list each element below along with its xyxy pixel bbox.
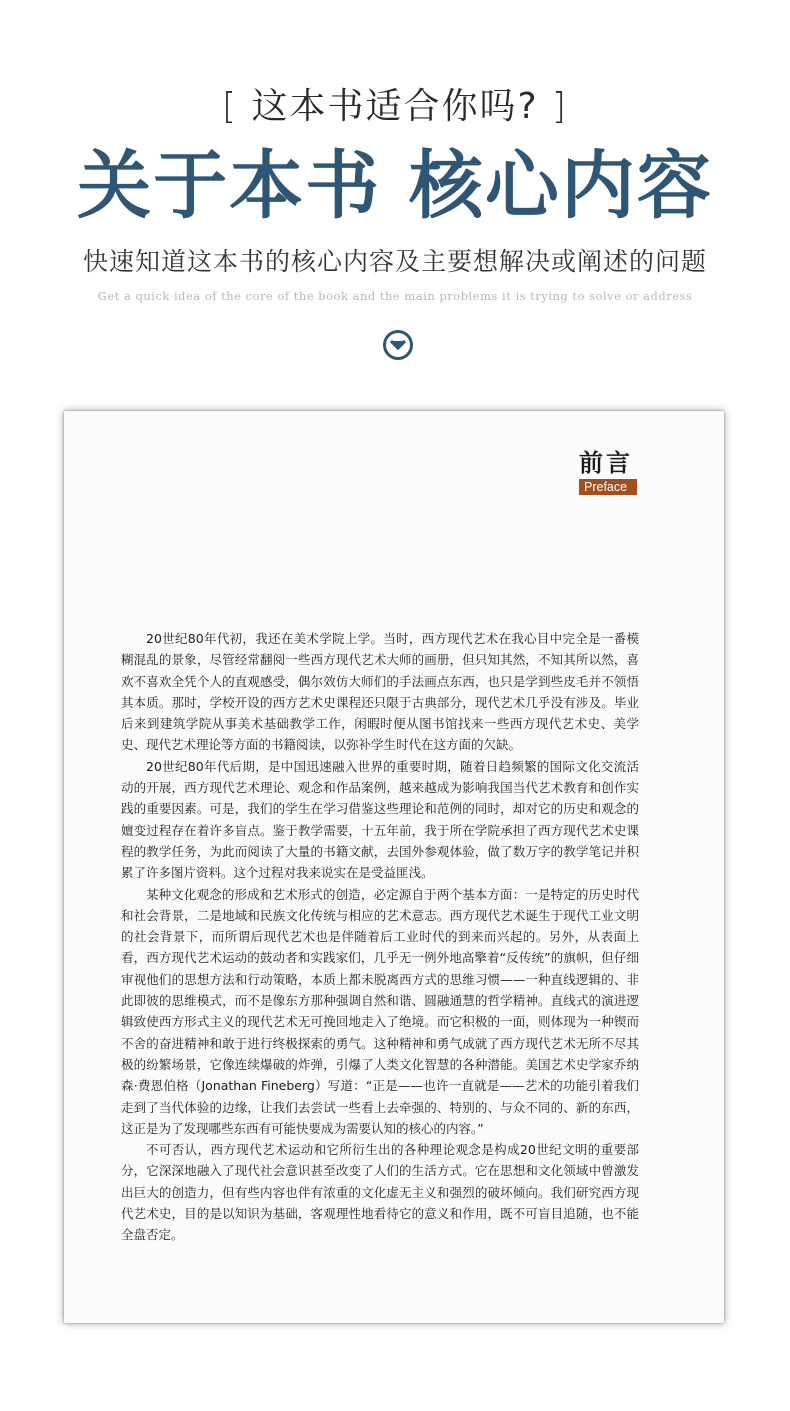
page-title: 关于本书 核心内容 (77, 143, 713, 229)
paragraph: 20世纪80年代后期，是中国迅速融入世界的重要时期，随着日趋频繁的国际文化交流活动的开展，西方现代艺术理论、观念和作品案例，越来越成为影响我国当代艺术教育和创作实践的重要因素。可是，我们的学生在学习借鉴这些理论和范例的同时，却对它的历史和观念的嬗变过程存在着许多盲点。鉴于教学需要，十五年前，我于所在学院承担了西方现代艺术史课程的教学任务，为此而阅读了大量的书籍文献，去国外参观体验，做了数万字的教学笔记并积累了许多图片资料。这个过程对我来说实在是受益匪浅。 (121, 758, 639, 881)
subtitle-chinese: 快速知道这本书的核心内容及主要想解决或阐述的问题 (82, 247, 707, 276)
book-page (64, 411, 724, 1323)
subtitle-english: Get a quick idea of the core of the book and the main problems it is trying to solve or address (97, 289, 693, 303)
preface-badge: Preface (579, 479, 637, 495)
question-text: 这本书适合你吗? (251, 86, 539, 127)
right-bracket: ] (552, 86, 569, 127)
header (0, 0, 790, 400)
chevron-down-icon (383, 330, 413, 360)
paragraph: 20世纪80年代初，我还在美术学院上学。当时，西方现代艺术在我心目中完全是一番模糊混乱的景象，尽管经常翻阅一些西方现代艺术大师的画册，但只知其然，不知其所以然，喜欢不喜欢全凭个人的直观感受，偶尔效仿大师们的手法画点东西，也只是学到些皮毛并不领悟其本质。那时，学校开设的西方艺术史课程还只限于古典部分，现代艺术几乎没有涉及。毕业后来到建筑学院从事美术基础教学工作，闲暇时便从图书馆找来一些西方现代艺术史、美学史、现代艺术理论等方面的书籍阅读，以弥补学生时代在这方面的欠缺。 (121, 631, 639, 753)
paragraph: 某种文化观念的形成和艺术形式的创造，必定源自于两个基本方面：一是特定的历史时代和社会背景，二是地域和民族文化传统与相应的艺术意志。西方现代艺术诞生于现代工业文明的社会背景下，而所谓后现代艺术也是伴随着后工业时代的到来而兴起的。另外，从表面上看，西方现代艺术运动的鼓动者和实践家们，几乎无一例外地高擎着“反传统”的旗帜，但仔细审视他们的思想方法和行动策略，本质上都未脱离西方式的思维习惯——一种直线逻辑的、非此即彼的思维模式，而不是像东方那种强调自然和谐、圆融通慧的哲学精神。直线式的演进逻辑致使西方形式主义的现代艺术无可挽回地走入了绝境。而它积极的一面，则体现为一种锲而不舍的奋进精神和敢于进行终极探索的勇气。这种精神和勇气成就了西方现代艺术无所不尽其极的纷繁场景，它像连续爆破的炸弹，引爆了人类文化智慧的各种潜能。美国艺术史学家乔纳森·费恩伯格（Jonathan Fineberg）写道：“正是——也许一直就是——艺术的功能引着我们走到了当代体验的边缘，让我们去尝试一些看上去牵强的、特别的、与众不同的、新的东西，这正是为了发现哪些东西有可能快要成为需要认知的核心的内容。” (121, 886, 639, 1136)
preface-title-cn: 前言 (579, 449, 633, 477)
question-line (0, 78, 790, 129)
left-bracket: [ (221, 86, 238, 127)
preface-heading (579, 449, 639, 495)
preface-body (121, 628, 639, 1246)
paragraph: 不可否认，西方现代艺术运动和它所衍生出的各种理论观念是构成20世纪文明的重要部分，它深深地融入了现代社会意识甚至改变了人们的生活方式。它在思想和文化领域中曾激发出巨大的创造力，但有些内容也伴有浓重的文化虚无主义和强烈的破坏倾向。我们研究西方现代艺术史，目的是以知识为基础，客观理性地看待它的意义和作用，既不可盲目追随，也不能全盘否定。 (121, 1142, 639, 1243)
